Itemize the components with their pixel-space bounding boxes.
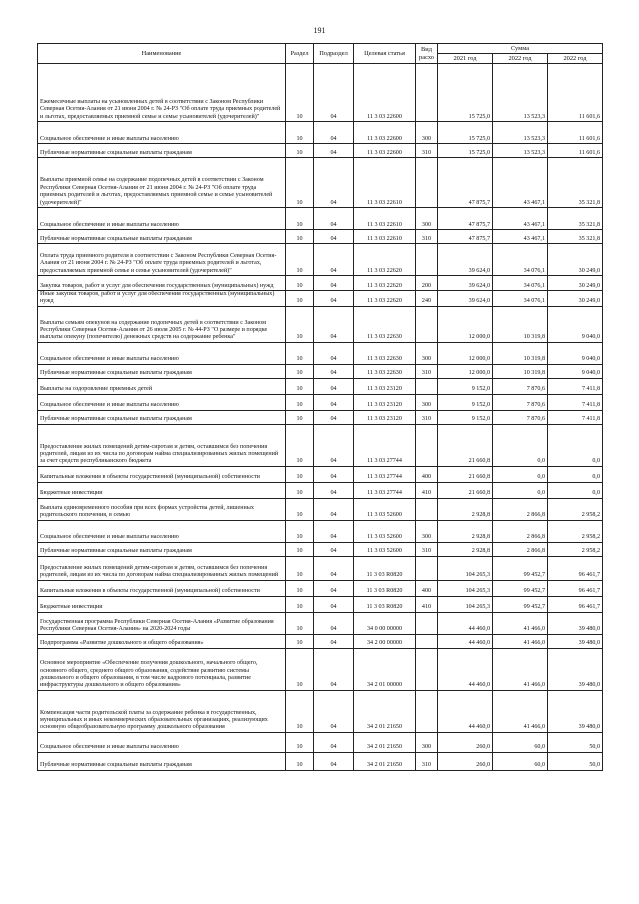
header-vid: Вид расхо <box>416 44 438 64</box>
row-statya: 11 3 03 22610 <box>354 208 416 230</box>
row-razdel: 10 <box>286 342 314 364</box>
row-podrazdel: 04 <box>314 482 354 498</box>
row-vid: 400 <box>416 466 438 482</box>
row-vid: 310 <box>416 364 438 378</box>
row-name: Социальное обеспечение и иные выплаты населению <box>38 732 286 752</box>
table-row <box>38 276 603 291</box>
row-statya: 11 3 03 23120 <box>354 378 416 394</box>
row-razdel: 10 <box>286 291 314 307</box>
row-vid <box>416 498 438 520</box>
row-statya: 11 3 03 27744 <box>354 466 416 482</box>
row-statya: 34 2 01 21650 <box>354 732 416 752</box>
row-podrazdel: 04 <box>314 230 354 244</box>
row-name: Публичные нормативные социальные выплаты гражданам <box>38 364 286 378</box>
table-row <box>38 634 603 648</box>
row-statya: 11 3 03 23120 <box>354 410 416 424</box>
row-sum-2023: 7 411,8 <box>548 378 603 394</box>
header-name: Наименование <box>38 44 286 64</box>
row-vid: 410 <box>416 482 438 498</box>
row-name: Социальное обеспечение и иные выплаты населению <box>38 394 286 410</box>
row-name: Публичные нормативные социальные выплаты гражданам <box>38 144 286 158</box>
row-sum-2023: 96 461,7 <box>548 596 603 612</box>
row-name: Подпрограмма «Развитие дошкольного и общего образования» <box>38 634 286 648</box>
row-name: Публичные нормативные социальные выплаты гражданам <box>38 542 286 556</box>
row-sum-2022: 7 870,6 <box>493 378 548 394</box>
row-podrazdel: 04 <box>314 364 354 378</box>
row-razdel: 10 <box>286 466 314 482</box>
row-statya: 34 2 00 00000 <box>354 634 416 648</box>
row-sum-2021: 39 624,0 <box>438 291 493 307</box>
row-sum-2022: 7 870,6 <box>493 394 548 410</box>
row-sum-2021: 9 152,0 <box>438 378 493 394</box>
table-row <box>38 291 603 307</box>
row-sum-2021: 2 928,8 <box>438 542 493 556</box>
row-vid <box>416 556 438 580</box>
row-statya: 11 3 03 R0820 <box>354 596 416 612</box>
row-sum-2022: 41 466,0 <box>493 634 548 648</box>
row-statya: 34 2 01 00000 <box>354 648 416 690</box>
row-podrazdel: 04 <box>314 732 354 752</box>
table-row <box>38 378 603 394</box>
row-razdel: 10 <box>286 144 314 158</box>
row-name: Выплаты на оздоровление приемных детей <box>38 378 286 394</box>
row-sum-2021: 44 460,0 <box>438 648 493 690</box>
row-statya: 11 3 03 52600 <box>354 498 416 520</box>
header-year-2022: 2022 год <box>493 54 548 64</box>
row-sum-2023: 9 040,0 <box>548 364 603 378</box>
row-vid: 310 <box>416 230 438 244</box>
row-razdel: 10 <box>286 690 314 732</box>
row-statya: 11 3 03 22630 <box>354 306 416 342</box>
row-sum-2021: 21 660,8 <box>438 466 493 482</box>
header-statya: Целевая статья <box>354 44 416 64</box>
row-sum-2022: 10 319,8 <box>493 342 548 364</box>
row-podrazdel: 04 <box>314 410 354 424</box>
row-name: Государственная программа Республики Северная Осетия-Алания «Развитие образования Республики Северная Осетия-Алания» на 2020-2024 годы <box>38 612 286 634</box>
row-sum-2021: 9 152,0 <box>438 394 493 410</box>
row-vid: 310 <box>416 144 438 158</box>
row-sum-2023: 50,0 <box>548 732 603 752</box>
row-sum-2022: 34 076,1 <box>493 244 548 276</box>
row-name: Публичные нормативные социальные выплаты гражданам <box>38 752 286 770</box>
row-vid: 410 <box>416 596 438 612</box>
table-row <box>38 466 603 482</box>
header-year-2023: 2022 год <box>548 54 603 64</box>
table-row <box>38 424 603 466</box>
row-razdel: 10 <box>286 634 314 648</box>
row-vid <box>416 306 438 342</box>
table-row <box>38 732 603 752</box>
row-sum-2022: 7 870,6 <box>493 410 548 424</box>
row-podrazdel: 04 <box>314 394 354 410</box>
row-razdel: 10 <box>286 498 314 520</box>
row-name: Публичные нормативные социальные выплаты гражданам <box>38 410 286 424</box>
row-podrazdel: 04 <box>314 378 354 394</box>
row-name: Капитальные вложения в объекты государственной (муниципальной) собственности <box>38 466 286 482</box>
row-sum-2022: 99 452,7 <box>493 556 548 580</box>
header-razdel: Раздел <box>286 44 314 64</box>
row-podrazdel: 04 <box>314 466 354 482</box>
row-sum-2023: 11 601,6 <box>548 64 603 122</box>
table-row <box>38 580 603 596</box>
table-row <box>38 612 603 634</box>
row-sum-2021: 2 928,8 <box>438 498 493 520</box>
table-row <box>38 498 603 520</box>
row-sum-2021: 260,0 <box>438 752 493 770</box>
row-sum-2023: 7 411,8 <box>548 410 603 424</box>
row-podrazdel: 04 <box>314 64 354 122</box>
row-podrazdel: 04 <box>314 342 354 364</box>
row-statya: 11 3 03 22600 <box>354 64 416 122</box>
row-name: Публичные нормативные социальные выплаты гражданам <box>38 230 286 244</box>
row-sum-2023: 50,0 <box>548 752 603 770</box>
row-name: Предоставление жилых помещений детям-сиротам и детям, оставшимся без попечения родителей, лицам из их числа по договорам найма специализированных жилых помещений <box>38 556 286 580</box>
row-sum-2023: 2 958,2 <box>548 498 603 520</box>
row-sum-2023: 9 040,0 <box>548 306 603 342</box>
row-statya: 11 3 03 22620 <box>354 291 416 307</box>
row-sum-2023: 0,0 <box>548 482 603 498</box>
row-razdel: 10 <box>286 394 314 410</box>
row-statya: 11 3 03 22600 <box>354 144 416 158</box>
row-sum-2021: 47 875,7 <box>438 230 493 244</box>
row-sum-2021: 12 000,0 <box>438 306 493 342</box>
row-statya: 11 3 03 22600 <box>354 122 416 144</box>
table-row <box>38 144 603 158</box>
row-podrazdel: 04 <box>314 144 354 158</box>
header-year-2021: 2021 год <box>438 54 493 64</box>
row-sum-2021: 21 660,8 <box>438 482 493 498</box>
row-sum-2023: 2 958,2 <box>548 520 603 542</box>
row-statya: 11 3 03 27744 <box>354 424 416 466</box>
budget-table <box>37 43 603 771</box>
row-vid: 300 <box>416 208 438 230</box>
row-sum-2022: 13 523,3 <box>493 64 548 122</box>
table-row <box>38 244 603 276</box>
table-row <box>38 64 603 122</box>
row-vid <box>416 378 438 394</box>
row-statya: 11 3 03 22620 <box>354 276 416 291</box>
row-sum-2022: 41 466,0 <box>493 648 548 690</box>
row-name: Предоставление жилых помещений детям-сиротам и детям, оставшимся без попечения родителей, лицам из их числа по договорам найма специализированных жилых помещений за счет средств республиканского бюджета <box>38 424 286 466</box>
row-sum-2023: 96 461,7 <box>548 580 603 596</box>
table-row <box>38 520 603 542</box>
row-name: Закупка товаров, работ и услуг для обеспечения государственных (муниципальных) нужд <box>38 276 286 291</box>
row-sum-2022: 2 866,8 <box>493 542 548 556</box>
row-name: Основное мероприятие «Обеспечение получения дошкольного, начального общего, основного общего, среднего общего образования, содействие развитию системы дошкольного и общего образования, в том числе кадрового потенциала, развитие инфраструктуры дошкольного и общего образования» <box>38 648 286 690</box>
row-vid <box>416 64 438 122</box>
row-sum-2023: 35 321,8 <box>548 230 603 244</box>
row-podrazdel: 04 <box>314 612 354 634</box>
row-sum-2021: 260,0 <box>438 732 493 752</box>
row-sum-2022: 34 076,1 <box>493 291 548 307</box>
row-vid: 300 <box>416 732 438 752</box>
row-podrazdel: 04 <box>314 276 354 291</box>
row-sum-2022: 60,0 <box>493 732 548 752</box>
row-vid: 300 <box>416 122 438 144</box>
row-sum-2021: 2 928,8 <box>438 520 493 542</box>
row-razdel: 10 <box>286 542 314 556</box>
row-razdel: 10 <box>286 306 314 342</box>
row-statya: 11 3 03 R0820 <box>354 580 416 596</box>
row-statya: 11 3 03 R0820 <box>354 556 416 580</box>
row-sum-2023: 7 411,8 <box>548 394 603 410</box>
row-vid <box>416 244 438 276</box>
row-podrazdel: 04 <box>314 306 354 342</box>
row-sum-2021: 104 265,3 <box>438 556 493 580</box>
row-sum-2023: 2 958,2 <box>548 542 603 556</box>
row-vid: 310 <box>416 542 438 556</box>
row-sum-2021: 104 265,3 <box>438 580 493 596</box>
row-vid <box>416 612 438 634</box>
row-sum-2021: 39 624,0 <box>438 244 493 276</box>
row-sum-2023: 39 480,0 <box>548 612 603 634</box>
table-row <box>38 648 603 690</box>
row-name: Бюджетные инвестиции <box>38 482 286 498</box>
row-name: Социальное обеспечение и иные выплаты населению <box>38 122 286 144</box>
row-vid: 300 <box>416 394 438 410</box>
row-sum-2022: 43 467,1 <box>493 230 548 244</box>
row-name: Социальное обеспечение и иные выплаты населению <box>38 208 286 230</box>
row-statya: 11 3 03 23120 <box>354 394 416 410</box>
row-podrazdel: 04 <box>314 208 354 230</box>
row-statya: 11 3 03 52600 <box>354 542 416 556</box>
row-statya: 11 3 03 52600 <box>354 520 416 542</box>
row-sum-2022: 99 452,7 <box>493 580 548 596</box>
row-vid: 200 <box>416 276 438 291</box>
row-sum-2023: 96 461,7 <box>548 556 603 580</box>
row-podrazdel: 04 <box>314 580 354 596</box>
row-sum-2021: 15 725,0 <box>438 64 493 122</box>
row-razdel: 10 <box>286 732 314 752</box>
row-name: Бюджетные инвестиции <box>38 596 286 612</box>
row-sum-2022: 43 467,1 <box>493 208 548 230</box>
row-podrazdel: 04 <box>314 542 354 556</box>
row-podrazdel: 04 <box>314 498 354 520</box>
row-vid: 400 <box>416 580 438 596</box>
row-podrazdel: 04 <box>314 520 354 542</box>
row-sum-2022: 60,0 <box>493 752 548 770</box>
row-name: Ежемесячные выплаты на усыновленных детей в соответствии с Законом Республики Северная Осетия-Алания от 21 июня 2004 г. № 24-РЗ "Об оплате труда приемных родителей и льготах, предоставляемых приемной семье и семье усыновителей (удочерителей)" <box>38 64 286 122</box>
row-name: Оплата труда приемного родителя в соответствии с Законом Республики Северная Осетия-Алания от 21 июня 2004 г. № 24-РЗ "Об оплате труда приемных родителей и льготах, предоставляемых приемной семье и семье усыновителей (удочерителей)" <box>38 244 286 276</box>
row-statya: 11 3 03 22630 <box>354 364 416 378</box>
row-name: Компенсация части родительской платы за содержание ребенка в государственных, муниципальных и иных некоммерческих образовательных организациях, реализующих основную общеобразовательную программу дошкольного образования <box>38 690 286 732</box>
row-vid: 300 <box>416 520 438 542</box>
row-sum-2021: 39 624,0 <box>438 276 493 291</box>
row-sum-2022: 41 466,0 <box>493 612 548 634</box>
row-vid: 310 <box>416 410 438 424</box>
row-statya: 11 3 03 22620 <box>354 244 416 276</box>
row-sum-2023: 11 601,6 <box>548 122 603 144</box>
row-sum-2023: 39 480,0 <box>548 634 603 648</box>
row-razdel: 10 <box>286 580 314 596</box>
row-sum-2023: 39 480,0 <box>548 648 603 690</box>
row-sum-2022: 10 319,8 <box>493 364 548 378</box>
row-razdel: 10 <box>286 752 314 770</box>
row-podrazdel: 04 <box>314 690 354 732</box>
row-razdel: 10 <box>286 556 314 580</box>
row-name: Выплата единовременного пособия при всех формах устройства детей, лишенных родительского попечения, в семью <box>38 498 286 520</box>
page-number: 191 <box>313 26 326 35</box>
row-statya: 11 3 03 22630 <box>354 342 416 364</box>
row-sum-2023: 30 249,0 <box>548 244 603 276</box>
row-podrazdel: 04 <box>314 648 354 690</box>
row-vid <box>416 158 438 208</box>
row-name: Социальное обеспечение и иные выплаты населению <box>38 520 286 542</box>
row-razdel: 10 <box>286 208 314 230</box>
row-vid <box>416 690 438 732</box>
row-sum-2021: 47 875,7 <box>438 158 493 208</box>
row-sum-2022: 10 319,8 <box>493 306 548 342</box>
row-sum-2022: 2 866,8 <box>493 498 548 520</box>
row-sum-2021: 15 725,0 <box>438 122 493 144</box>
row-podrazdel: 04 <box>314 244 354 276</box>
row-razdel: 10 <box>286 230 314 244</box>
row-podrazdel: 04 <box>314 291 354 307</box>
row-statya: 34 0 00 00000 <box>354 612 416 634</box>
row-statya: 11 3 03 27744 <box>354 482 416 498</box>
row-razdel: 10 <box>286 424 314 466</box>
row-vid: 310 <box>416 752 438 770</box>
row-sum-2021: 44 460,0 <box>438 612 493 634</box>
row-vid <box>416 634 438 648</box>
table-row <box>38 596 603 612</box>
row-sum-2023: 0,0 <box>548 466 603 482</box>
row-razdel: 10 <box>286 64 314 122</box>
row-sum-2021: 47 875,7 <box>438 208 493 230</box>
table-row <box>38 122 603 144</box>
row-podrazdel: 04 <box>314 634 354 648</box>
row-razdel: 10 <box>286 410 314 424</box>
row-sum-2021: 44 460,0 <box>438 634 493 648</box>
row-sum-2022: 0,0 <box>493 466 548 482</box>
table-row <box>38 342 603 364</box>
row-razdel: 10 <box>286 596 314 612</box>
row-vid <box>416 424 438 466</box>
row-podrazdel: 04 <box>314 556 354 580</box>
row-razdel: 10 <box>286 612 314 634</box>
row-vid <box>416 648 438 690</box>
row-sum-2021: 104 265,3 <box>438 596 493 612</box>
row-razdel: 10 <box>286 648 314 690</box>
row-name: Социальное обеспечение и иные выплаты населению <box>38 342 286 364</box>
table-row <box>38 394 603 410</box>
row-sum-2022: 43 467,1 <box>493 158 548 208</box>
header-podrazdel: Подраздел <box>314 44 354 64</box>
row-statya: 34 2 01 21650 <box>354 690 416 732</box>
row-sum-2022: 2 866,8 <box>493 520 548 542</box>
table-row <box>38 230 603 244</box>
row-sum-2023: 30 249,0 <box>548 276 603 291</box>
row-sum-2023: 39 480,0 <box>548 690 603 732</box>
row-statya: 34 2 01 21650 <box>354 752 416 770</box>
row-razdel: 10 <box>286 244 314 276</box>
row-podrazdel: 04 <box>314 596 354 612</box>
row-sum-2023: 30 249,0 <box>548 291 603 307</box>
row-sum-2022: 41 466,0 <box>493 690 548 732</box>
row-sum-2021: 44 460,0 <box>438 690 493 732</box>
row-podrazdel: 04 <box>314 158 354 208</box>
row-podrazdel: 04 <box>314 122 354 144</box>
row-sum-2022: 34 076,1 <box>493 276 548 291</box>
row-vid: 240 <box>416 291 438 307</box>
row-podrazdel: 04 <box>314 424 354 466</box>
row-sum-2022: 0,0 <box>493 482 548 498</box>
row-sum-2023: 9 040,0 <box>548 342 603 364</box>
row-sum-2022: 13 523,3 <box>493 122 548 144</box>
row-razdel: 10 <box>286 520 314 542</box>
row-podrazdel: 04 <box>314 752 354 770</box>
table-row <box>38 410 603 424</box>
row-razdel: 10 <box>286 158 314 208</box>
row-sum-2021: 9 152,0 <box>438 410 493 424</box>
row-sum-2022: 99 452,7 <box>493 596 548 612</box>
row-sum-2023: 35 321,8 <box>548 208 603 230</box>
row-sum-2023: 11 601,6 <box>548 144 603 158</box>
row-name: Капитальные вложения в объекты государственной (муниципальной) собственности <box>38 580 286 596</box>
row-sum-2022: 13 523,3 <box>493 144 548 158</box>
table-row <box>38 482 603 498</box>
row-razdel: 10 <box>286 378 314 394</box>
table-row <box>38 690 603 732</box>
table-row <box>38 208 603 230</box>
row-sum-2021: 21 660,8 <box>438 424 493 466</box>
row-statya: 11 3 03 22610 <box>354 230 416 244</box>
table-row <box>38 752 603 770</box>
table-row <box>38 158 603 208</box>
row-sum-2023: 35 321,8 <box>548 158 603 208</box>
table-row <box>38 542 603 556</box>
table-body <box>38 64 603 771</box>
row-sum-2021: 12 000,0 <box>438 342 493 364</box>
row-sum-2021: 12 000,0 <box>438 364 493 378</box>
header-summa: Сумма <box>438 44 603 54</box>
row-vid: 300 <box>416 342 438 364</box>
table-row <box>38 556 603 580</box>
row-name: Иные закупки товаров, работ и услуг для обеспечения государственных (муниципальных) нужд <box>38 291 286 307</box>
row-name: Выплаты семьям опекунов на содержание подопечных детей в соответствии с Законом Республики Северная Осетия-Алания от 26 июля 2005 г. № 44-РЗ "О размере и порядке выплаты опекуну (попечителю) денежных средств на содержание ребенка" <box>38 306 286 342</box>
row-razdel: 10 <box>286 122 314 144</box>
row-sum-2022: 0,0 <box>493 424 548 466</box>
row-razdel: 10 <box>286 364 314 378</box>
row-name: Выплаты приемной семье на содержание подопечных детей в соответствии с Законом Республики Северная Осетия-Алания от 21 июня 2004 г. № 24-РЗ "Об оплате труда приемных родителей и льготах, предоставляемых приемной семье и семье усыновителей (удочерителей)" <box>38 158 286 208</box>
row-razdel: 10 <box>286 482 314 498</box>
row-razdel: 10 <box>286 276 314 291</box>
row-statya: 11 3 03 22610 <box>354 158 416 208</box>
row-sum-2023: 0,0 <box>548 424 603 466</box>
table-row <box>38 364 603 378</box>
row-sum-2021: 15 725,0 <box>438 144 493 158</box>
table-row <box>38 306 603 342</box>
